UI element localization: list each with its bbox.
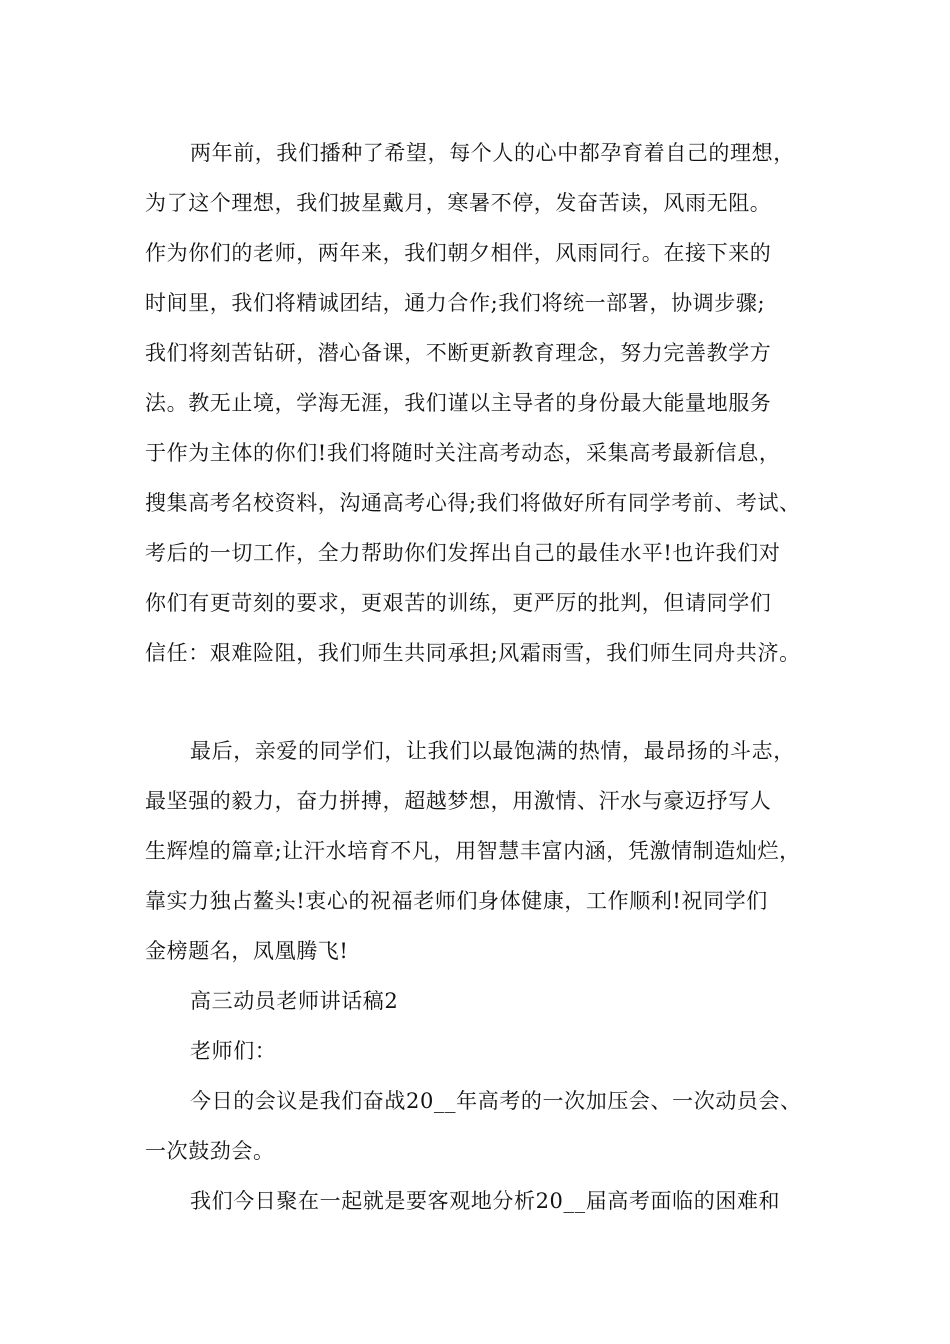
paragraph-line: 生辉煌的篇章;让汗水培育不凡，用智慧丰富内涵，凭激情制造灿烂， xyxy=(145,839,801,863)
paragraph-line: 最坚强的毅力，奋力拼搏，超越梦想，用激情、汗水与豪迈抒写人 xyxy=(145,789,772,813)
paragraph-line: 我们将刻苦钻研，潜心备课，不断更新教育理念，努力完善教学方 xyxy=(145,341,772,365)
paragraph-line: 法。教无止境，学海无涯，我们谨以主导者的身份最大能量地服务 xyxy=(145,391,772,415)
paragraph-line: 两年前，我们播种了希望，每个人的心中都孕育着自己的理想， xyxy=(190,141,795,165)
paragraph-line: 最后，亲爱的同学们，让我们以最饱满的热情，最昂扬的斗志， xyxy=(190,739,795,763)
salutation: 老师们： xyxy=(190,1039,277,1063)
paragraph-line: 为了这个理想，我们披星戴月，寒暑不停，发奋苦读，风雨无阻。 xyxy=(145,191,772,215)
paragraph-line: 搜集高考名校资料，沟通高考心得;我们将做好所有同学考前、考试、 xyxy=(145,491,801,515)
paragraph-line: 作为你们的老师，两年来，我们朝夕相伴，风雨同行。在接下来的 xyxy=(145,241,772,265)
paragraph-line: 信任：艰难险阻，我们师生共同承担;风霜雨雪，我们师生同舟共济。 xyxy=(145,641,801,665)
paragraph-line: 靠实力独占鳌头!衷心的祝福老师们身体健康，工作顺利!祝同学们 xyxy=(145,889,768,913)
paragraph-line: 于作为主体的你们!我们将随时关注高考动态，采集高考最新信息， xyxy=(145,441,781,465)
paragraph-line: 你们有更苛刻的要求，更艰苦的训练，更严厉的批判，但请同学们 xyxy=(145,591,772,615)
paragraph-line: 考后的一切工作，全力帮助你们发挥出自己的最佳水平!也许我们对 xyxy=(145,541,781,565)
paragraph-line: 时间里，我们将精诚团结，通力合作;我们将统一部署，协调步骤; xyxy=(145,291,766,315)
paragraph-line: 我们今日聚在一起就是要客观地分析20__届高考面临的困难和 xyxy=(190,1189,781,1213)
paragraph-line: 一次鼓劲会。 xyxy=(145,1139,275,1163)
paragraph-line: 今日的会议是我们奋战20__年高考的一次加压会、一次动员会、 xyxy=(190,1089,802,1113)
section-title: 高三动员老师讲话稿2 xyxy=(190,989,399,1013)
paragraph-line: 金榜题名，凤凰腾飞! xyxy=(145,939,349,963)
